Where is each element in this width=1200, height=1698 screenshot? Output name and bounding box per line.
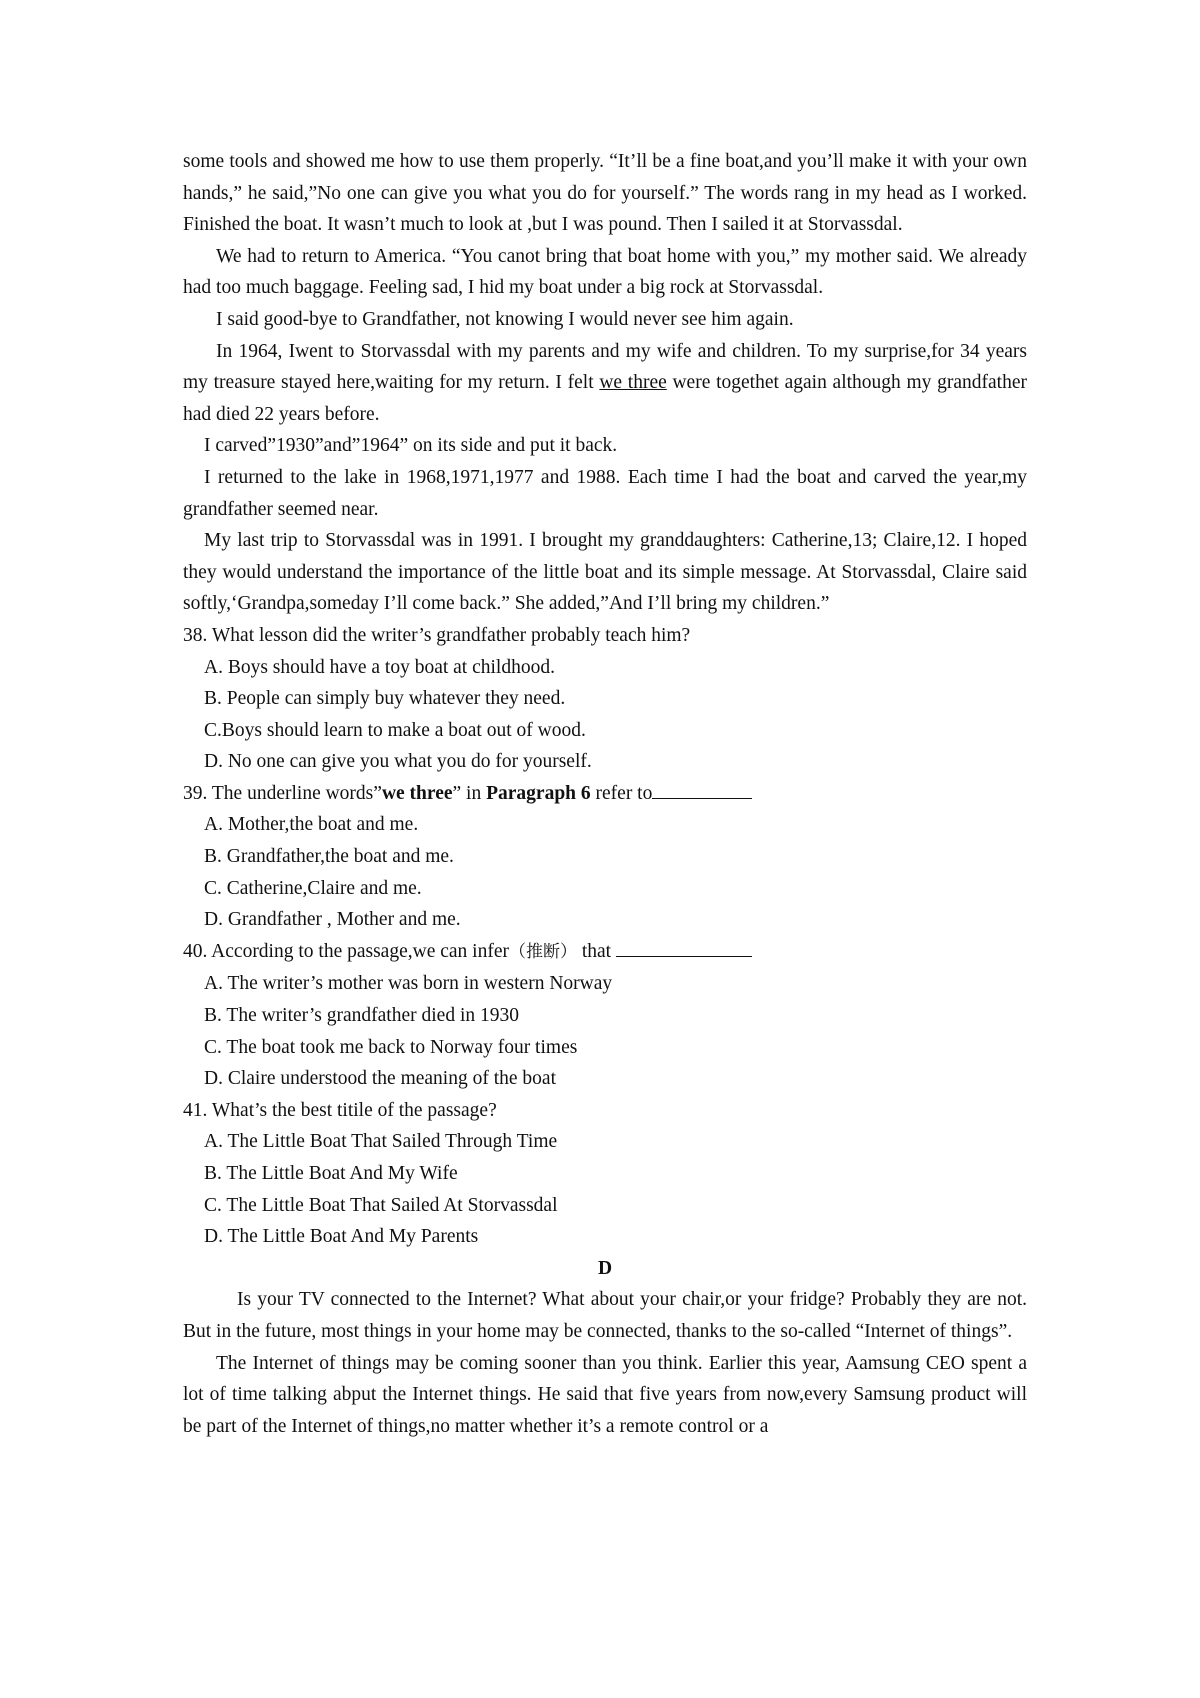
question-41-stem: 41. What’s the best titile of the passage?: [183, 1099, 497, 1121]
section-d-title: D: [597, 1257, 613, 1279]
passage-c-paragraph-4: [183, 336, 1027, 431]
question-39: [183, 778, 1027, 936]
document-page: [183, 146, 1027, 1442]
passage-d-paragraph-2: The Internet of things may be coming sooner than you think. Earlier this year, Aamsung CEO spent a lot of time talking abput the Internet things. He said that five years from now,every Samsung product will be part of the Internet of things,no matter whether it’s a remote control or a: [183, 1352, 1027, 1437]
question-40-stem-end: that: [576, 940, 616, 962]
question-40-option-c: C. The boat took me back to Norway four times: [204, 1036, 578, 1058]
underlined-we-three: we three: [599, 372, 667, 394]
question-39-stem: [183, 778, 1027, 810]
question-39-stem-end: refer to: [590, 782, 653, 804]
answer-blank: [616, 955, 752, 957]
passage-d-paragraph-1: Is your TV connected to the Internet? What about your chair,or your fridge? Probably they are not. But in the future, most things in your home may be connected, thanks to the so-called “Internet of things”.: [183, 1289, 1027, 1342]
question-40-stem: [183, 936, 1027, 969]
question-38: [183, 620, 1027, 778]
question-39-option-c: C. Catherine,Claire and me.: [204, 877, 422, 899]
question-39-stem-start: 39. The underline words”: [183, 782, 382, 804]
paragraph-4-text-after: were togethet again although my grandfather had died 22 years before.: [183, 372, 1027, 425]
question-40: [183, 936, 1027, 1095]
question-40-option-d: D. Claire understood the meaning of the boat: [204, 1068, 556, 1090]
question-39-option-a: A. Mother,the boat and me.: [204, 814, 419, 836]
question-38-stem: 38. What lesson did the writer’s grandfather probably teach him?: [183, 624, 691, 646]
question-38-option-c: C.Boys should learn to make a boat out of wood.: [204, 719, 586, 741]
question-39-option-d: D. Grandfather , Mother and me.: [204, 909, 461, 931]
passage-c-paragraph-5: I carved”1930”and”1964” on its side and put it back.: [204, 435, 618, 457]
passage-c-paragraph-1: some tools and showed me how to use them properly. “It’ll be a fine boat,and you’ll make it with your own hands,” he said,”No one can give you what you do for yourself.” The words rang in my head as I worked. Finished the boat. It wasn’t much to look at ,but I was pound. Then I sailed it at Storvassdal.: [183, 151, 1027, 236]
question-38-option-a: A. Boys should have a toy boat at childhood.: [204, 656, 555, 678]
question-41: [183, 1095, 1027, 1253]
question-41-option-c: C. The Little Boat That Sailed At Storvassdal: [204, 1194, 558, 1216]
question-39-bold-we-three: we three: [381, 782, 453, 804]
question-41-option-a: A. The Little Boat That Sailed Through Time: [204, 1131, 558, 1153]
question-39-stem-mid: ” in: [452, 782, 487, 804]
answer-blank: [652, 797, 752, 799]
paragraph-4-text-before: In 1964, Iwent to Storvassdal with my parents and my wife and children. To my surprise,for 34 years my treasure stayed here,waiting for my return. I felt: [183, 340, 1027, 394]
passage-c-paragraph-2: We had to return to America. “You canot bring that boat home with you,” my mother said. We already had too much baggage. Feeling sad, I hid my boat under a big rock at Storvassdal.: [183, 245, 1027, 299]
passage-c-paragraph-3: I said good-bye to Grandfather, not knowing I would never see him again.: [216, 308, 794, 330]
question-38-option-d: D. No one can give you what you do for yourself.: [204, 751, 592, 773]
question-40-chinese-gloss: （推断）: [508, 941, 577, 962]
question-40-stem-start: 40. According to the passage,we can infer: [183, 940, 509, 962]
question-41-option-b: B. The Little Boat And My Wife: [204, 1163, 458, 1184]
question-40-option-b: B. The writer’s grandfather died in 1930: [204, 1005, 519, 1027]
question-38-option-b: B. People can simply buy whatever they need.: [204, 688, 566, 710]
question-39-option-b: B. Grandfather,the boat and me.: [204, 846, 454, 868]
question-39-bold-paragraph: Paragraph 6: [486, 782, 591, 804]
passage-c-paragraph-6: I returned to the lake in 1968,1971,1977 and 1988. Each time I had the boat and carved the year,my grandfather seemed near.: [183, 466, 1027, 520]
question-40-option-a: A. The writer’s mother was born in western Norway: [204, 973, 613, 995]
passage-c-paragraph-7: My last trip to Storvassdal was in 1991. I brought my granddaughters: Catherine,13; Claire,12. I hoped they would understand the importance of the little boat and its simple message. At Storvassdal, Claire said softly,‘Grandpa,someday I’ll come back.” She added,”And I’ll bring my children.”: [183, 530, 1027, 615]
question-41-option-d: D. The Little Boat And My Parents: [204, 1226, 479, 1248]
